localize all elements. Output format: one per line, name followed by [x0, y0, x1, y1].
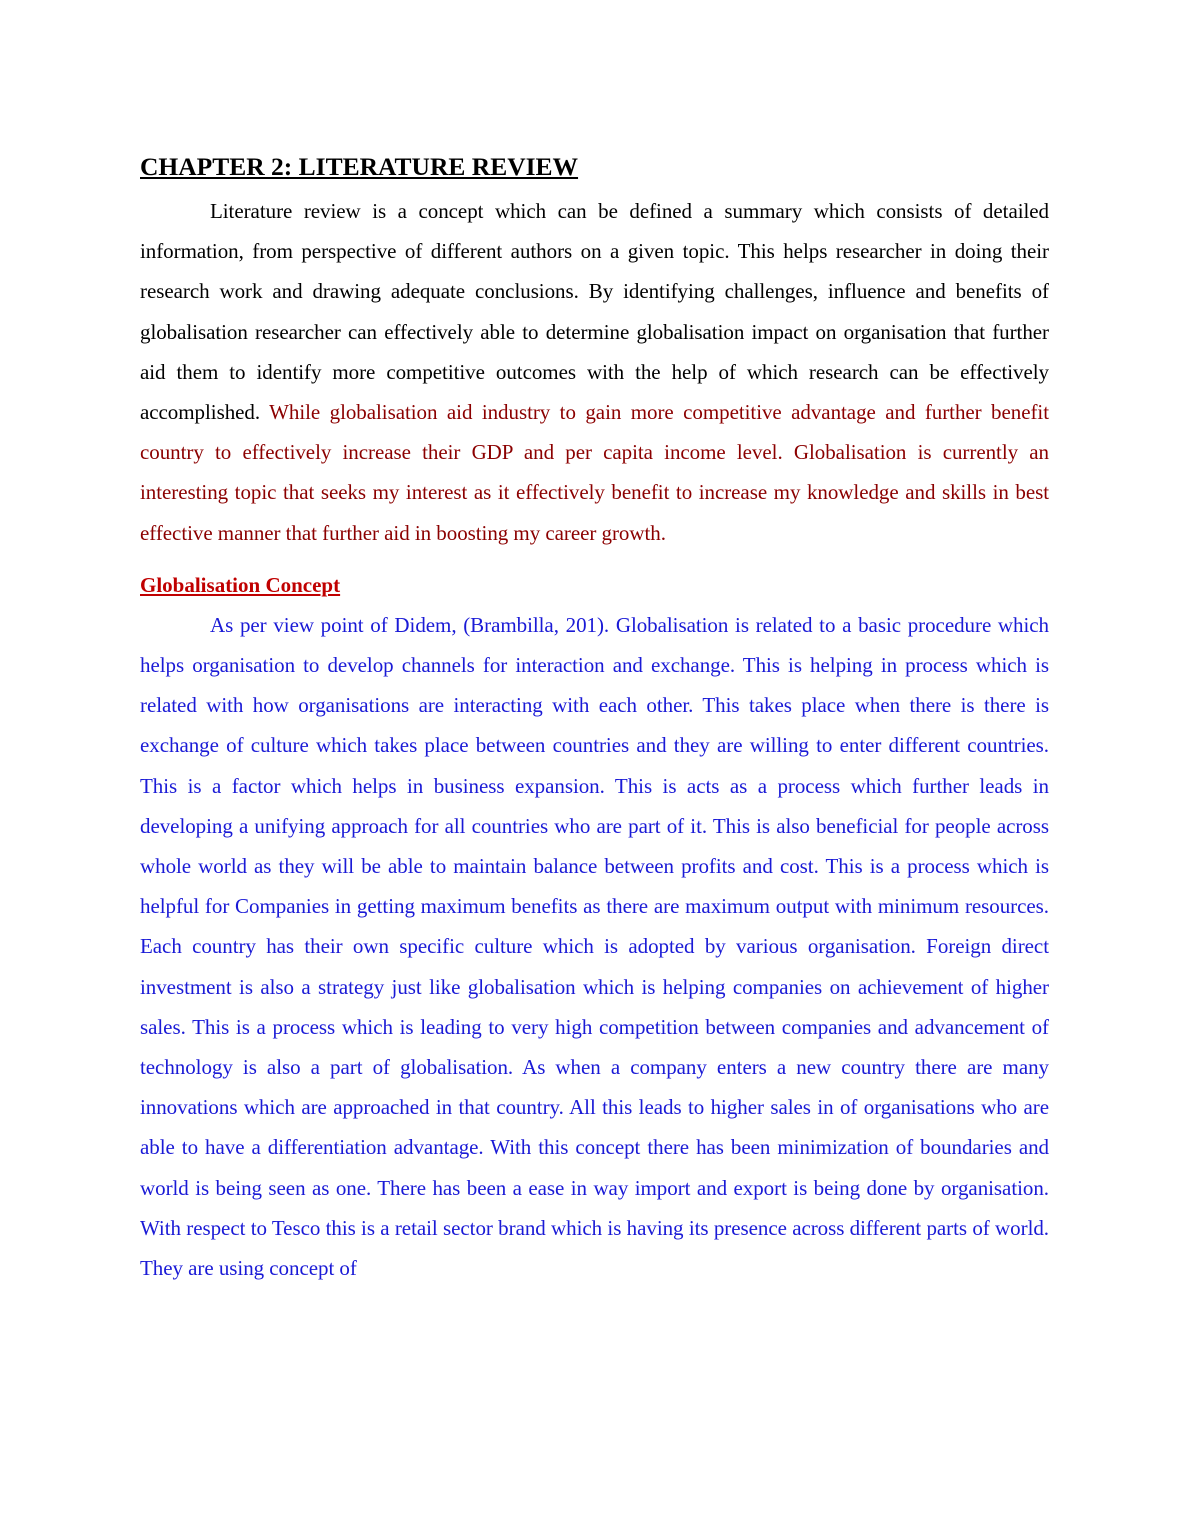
intro-highlight-text: While globalisation aid industry to gain more competitive advantage and further benefit country to effectively increase their GDP and per capita income level. Globalisation is currently an interesting topic that seeks my interest as it effectively benefit to increase my knowledge and skills in best effective manner that further aid in boosting my career growth.	[140, 400, 1049, 545]
chapter-title: CHAPTER 2: LITERATURE REVIEW	[140, 152, 579, 181]
section-heading-globalisation-concept: Globalisation Concept	[140, 572, 341, 597]
section-body-paragraph: As per view point of Didem, (Brambilla, 201). Globalisation is related to a basic procedure which helps organisation to develop channels for interaction and exchange. This is helping in process which is related with how organisations are interacting with each other. This takes place when there is there is exchange of culture which takes place between countries and they are willing to enter different countries. This is a factor which helps in business expansion. This is acts as a process which further leads in developing a unifying approach for all countries who are part of it. This is also beneficial for people across whole world as they will be able to maintain balance between profits and cost. This is a process which is helpful for Companies in getting maximum benefits as there are maximum output with minimum resources. Each country has their own specific culture which is adopted by various organisation. Foreign direct investment is also a strategy just like globalisation which is helping companies on achievement of higher sales. This is a process which is leading to very high competition between companies and advancement of technology is also a part of globalisation. As when a company enters a new country there are many innovations which are approached in that country. All this leads to higher sales in of organisations who are able to have a differentiation advantage. With this concept there has been minimization of boundaries and world is being seen as one. There has been a ease in way import and export is being done by organisation. With respect to Tesco this is a retail sector brand which is having its presence across different parts of world. They are using concept of	[140, 612, 1049, 1281]
document-page	[140, 148, 1049, 1288]
intro-text: Literature review is a concept which can be defined a summary which consists of detailed information, from perspective of different authors on a given topic. This helps researcher in doing their research work and drawing adequate conclusions. By identifying challenges, influence and benefits of globalisation researcher can effectively able to determine globalisation impact on organisation that further aid them to identify more competitive outcomes with the help of which research can be effectively accomplished.	[140, 199, 1049, 425]
intro-paragraph	[140, 191, 1049, 553]
